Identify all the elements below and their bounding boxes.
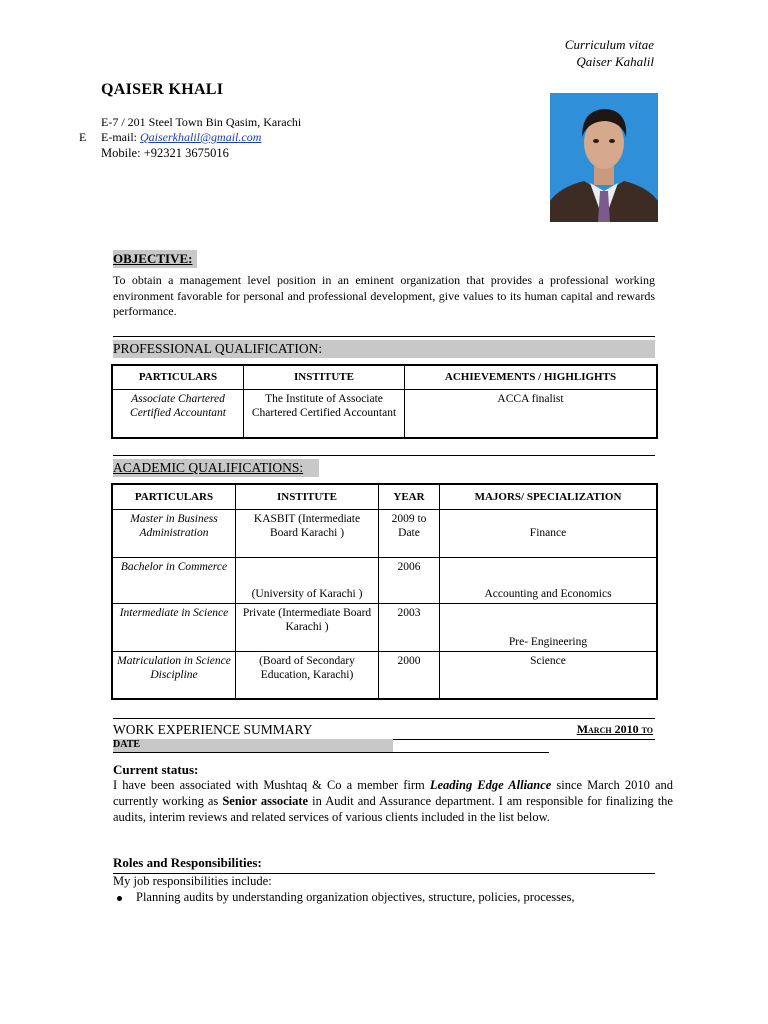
cv-header-title: Curriculum vitae: [564, 37, 654, 52]
status-role: Senior associate: [222, 793, 309, 808]
professional-achievement: ACCA finalist: [405, 389, 658, 438]
academic-header-row: [112, 484, 657, 509]
academic-header-institute: INSTITUTE: [236, 484, 379, 509]
professional-table: [111, 364, 658, 439]
academic-particulars: Matriculation in Science Discipline: [112, 651, 236, 699]
profile-photo-image: [550, 93, 658, 222]
status-firm-name: Leading Edge Alliance: [429, 778, 552, 792]
contact-email-label: E-mail:: [101, 130, 137, 144]
objective-title: OBJECTIVE:: [113, 250, 197, 268]
academic-year: 2006: [379, 557, 440, 603]
academic-year: 2003: [379, 603, 440, 651]
work-date-rule: [113, 752, 549, 753]
contact-email-prefix: E: [79, 130, 87, 144]
roles-title: Roles and Responsibilities:: [113, 855, 262, 870]
roles-bullet-text: Planning audits by understanding organization objectives, structure, policies, processes,: [136, 890, 575, 904]
professional-particulars: Associate Chartered Certified Accountant: [112, 389, 244, 438]
academic-row: [112, 603, 657, 651]
academic-majors: Finance: [440, 509, 658, 557]
academic-particulars: Bachelor in Commerce: [112, 557, 236, 603]
academic-majors: Accounting and Economics: [440, 557, 658, 603]
professional-header-row: [112, 365, 657, 389]
contact-mobile: Mobile: +92321 3675016: [101, 146, 229, 160]
current-status-title: Current status:: [113, 762, 199, 777]
status-text-part: I have been associated with Mushtaq & Co a member firm: [113, 778, 430, 792]
cv-header-name: Qaiser Kahalil: [576, 54, 654, 69]
academic-majors: Science: [440, 651, 658, 699]
contact-email-row: [101, 129, 261, 145]
professional-row: [112, 389, 657, 438]
current-status-text: [113, 778, 673, 825]
work-date-shade: [113, 739, 393, 752]
contact-address: E-7 / 201 Steel Town Bin Qasim, Karachi: [101, 115, 302, 129]
work-date-end: DATE: [113, 739, 141, 750]
profile-photo: [550, 93, 658, 222]
academic-row: [112, 509, 657, 557]
academic-table: [111, 483, 658, 700]
academic-institute: Private (Intermediate Board Karachi ): [236, 603, 379, 651]
status-text-part: in Audit and Assurance department. I am responsible for finalizing the audits, interim reviews and related services of various clients included in the list below.: [113, 793, 673, 824]
academic-institute: (University of Karachi ): [236, 557, 379, 603]
academic-year: 2000: [379, 651, 440, 699]
academic-top-rule: [113, 455, 655, 456]
academic-title: ACADEMIC QUALIFICATIONS:: [113, 459, 319, 477]
academic-institute: (Board of Secondary Education, Karachi): [236, 651, 379, 699]
objective-text: To obtain a management level position in an eminent organization that provides a professional working environment favorable for personal and professional development, give values to its human capital and rewards performance.: [113, 273, 655, 318]
academic-particulars: Intermediate in Science: [112, 603, 236, 651]
academic-majors: Pre- Engineering: [440, 603, 658, 651]
work-date-start: March 2010 to: [576, 722, 653, 736]
status-text-part: since March 2010 and currently working as: [113, 778, 673, 808]
professional-header-achievements: ACHIEVEMENTS / HIGHLIGHTS: [405, 365, 658, 389]
work-title-row: [113, 722, 655, 740]
work-top-rule: [113, 718, 655, 719]
work-title: WORK EXPERIENCE SUMMARY: [113, 722, 313, 737]
academic-header-majors: MAJORS/ SPECIALIZATION: [440, 484, 658, 509]
academic-header-particulars: PARTICULARS: [112, 484, 236, 509]
roles-intro: My job responsibilities include:: [113, 873, 655, 889]
academic-particulars: Master in Business Administration: [112, 509, 236, 557]
academic-row: [112, 557, 657, 603]
cv-header: [565, 36, 654, 70]
roles-bullet-item: [117, 890, 575, 905]
academic-row: [112, 651, 657, 699]
bullet-icon: [117, 896, 122, 901]
professional-institute: The Institute of Associate Chartered Certified Accountant: [244, 389, 405, 438]
academic-year: 2009 to Date: [379, 509, 440, 557]
professional-header-particulars: PARTICULARS: [112, 365, 244, 389]
contact-email-link[interactable]: Qaiserkhalil@gmail.com: [140, 130, 262, 144]
academic-header-year: YEAR: [379, 484, 440, 509]
professional-header-institute: INSTITUTE: [244, 365, 405, 389]
professional-top-rule: [113, 336, 655, 337]
professional-title: PROFESSIONAL QUALIFICATION:: [113, 340, 655, 358]
candidate-name: QAISER KHALI: [101, 81, 224, 98]
academic-institute: KASBIT (Intermediate Board Karachi ): [236, 509, 379, 557]
